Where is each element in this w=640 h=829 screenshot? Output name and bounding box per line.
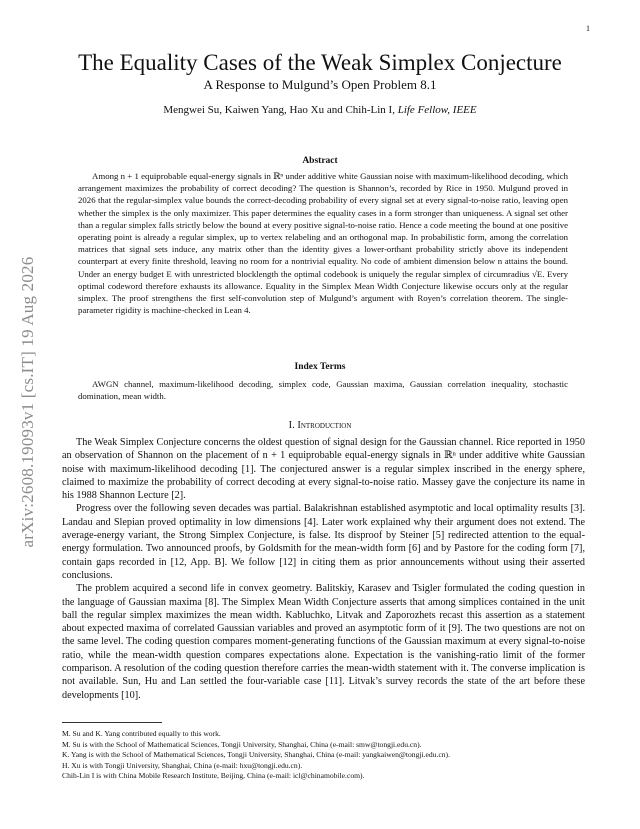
footnote: H. Xu is with Tongji University, Shanghai, China (e-mail: hxu@tongji.edu.cn).: [62, 760, 303, 770]
paragraph: The Weak Simplex Conjecture concerns the oldest question of signal design for the Gaussian channel. Rice reported in 1950 an observation of Shannon on the placement of n + 1 equiprobable equal-energy signals in ℝⁿ under additive white Gaussian noise with maximum-likelihood decoding [1]. The conjectured answer is a regular simplex inscribed in the energy sphere, claimed to maximize the probability of correct decoding at every signal-to-noise ratio. Massey gave the conjecture its name in his 1988 Shannon Lecture [2].: [62, 437, 585, 502]
index-terms-heading: Index Terms: [294, 362, 346, 372]
abstract-body: Among n + 1 equiprobable equal-energy signals in ℝⁿ under additive white Gaussian noise with maximum-likelihood decoding, which arrangement maximizes the probability of correct decoding? The question is Shannon’s, recorded by Rice in 1950. Mulgund proved in 2026 that the regular-simplex value bounds the correct-decoding probability of every signal set at every signal-to-noise ratio, leaving open whether the simplex is the only maximizer. This paper determines the equality cases in a form stronger than uniqueness. A signal set other than a regular simplex falls strictly below the bound at every positive signal-to-noise ratio. Hence a code meeting the bound at one positive operating point is already a regular simplex, up to vertex relabeling and an orthogonal map. In probabilistic form, among the correlation matrices that signal sets induce, any matrix other than the identity gives a lower-orthant probability strictly above its independent counterpart at every finite threshold, leaving no room for a nontrivial equality. No code of ambient dimension below n attains the bound. Under an energy budget E with unrestricted blocklength the optimal codebook is uniquely the regular simplex of circumradius √E. Every optimal codeword therefore exhausts its allowance. Equality in the Simplex Mean Width Conjecture likewise occurs only at the regular simplex. The proof strengthens the first self-convolution step of Mulgund’s argument with Royen’s correlation theorem. The single-parameter rigidity is machine-checked in Lean 4.: [78, 171, 568, 316]
paper-subtitle: A Response to Mulgund’s Open Problem 8.1: [203, 77, 437, 92]
paragraph: The problem acquired a second life in convex geometry. Balitskiy, Karasev and Tsigler formulated the coding question in the language of Gaussian maxima [8]. The Simplex Mean Width Conjecture asserts that among simplices contained in the unit ball the regular simplex maximizes the mean width. Kabluchko, Litvak and Zaporozhets recast this assertion as a statement about expected maxima of correlated Gaussian variables and proved an asymptotic form of it [9]. The two questions are not on the same level. The coding question compares moment-generating functions of the Gaussian maximum at every signal-to-noise ratio, while the mean-width question compares expectations alone. Expectation is the vanishing-ratio limit of the former comparison. A resolution of the coding question therefore carries the mean-width statement with it. The converse implication is not available. Sun, Hu and Lan settled the four-variable case [11]. Litvak’s survey records the state of the art before these developments [10].: [62, 583, 585, 701]
section-heading: [0, 420, 640, 431]
footnote-rule: [62, 722, 162, 723]
footnote: M. Su and K. Yang contributed equally to this work.: [62, 729, 221, 738]
arxiv-identifier: arXiv:2608.19093v1 [cs.IT] 19 Aug 2026: [18, 256, 37, 548]
introduction-body: [62, 436, 585, 702]
section-number: I.: [288, 420, 295, 431]
author-fellow-title: Life Fellow, IEEE: [397, 104, 477, 116]
author-list: [0, 104, 640, 116]
footnote: M. Su is with the School of Mathematical Sciences, Tongji University, Shanghai, China (e-mail: smw@tongji.edu.cn).: [62, 739, 422, 749]
paragraph: Progress over the following seven decades was partial. Balakrishnan established asymptotic and local optimality results [3]. Landau and Slepian proved optimality in low dimensions [4]. Later work explained why their argument does not extend. The average-energy variant, the Strong Simplex Conjecture, is false. Its disproof by Steiner [5] redirected attention to the equal-energy formulation. Two announced proofs, by Goldsmith for the mean-width form [6] and by Pastore for the coding form [7], contain gaps recorded in [12, App. B]. We follow [12] in citing them as prior announcements without using their asserted conclusions.: [62, 503, 585, 581]
index-terms-body: AWGN channel, maximum-likelihood decoding, simplex code, Gaussian maxima, Gaussian correlation inequality, stochastic domination, mean width.: [78, 379, 568, 402]
paper-title: The Equality Cases of the Weak Simplex Conjecture: [78, 50, 562, 75]
author-names: Mengwei Su, Kaiwen Yang, Hao Xu and Chih-Lin I,: [163, 104, 395, 116]
abstract-heading: Abstract: [302, 156, 338, 166]
arxiv-stamp: [14, 212, 42, 592]
page-number: 1: [586, 24, 590, 33]
footnotes: [62, 729, 585, 782]
section-title: Introduction: [297, 420, 352, 431]
footnote: K. Yang is with the School of Mathematical Sciences, Tongji University, Shanghai, China (e-mail: yangkaiwen@tongji.edu.cn).: [62, 750, 450, 760]
footnote: Chih-Lin I is with China Mobile Research Institute, Beijing, China (e-mail: icl@chinamobile.com).: [62, 771, 365, 781]
